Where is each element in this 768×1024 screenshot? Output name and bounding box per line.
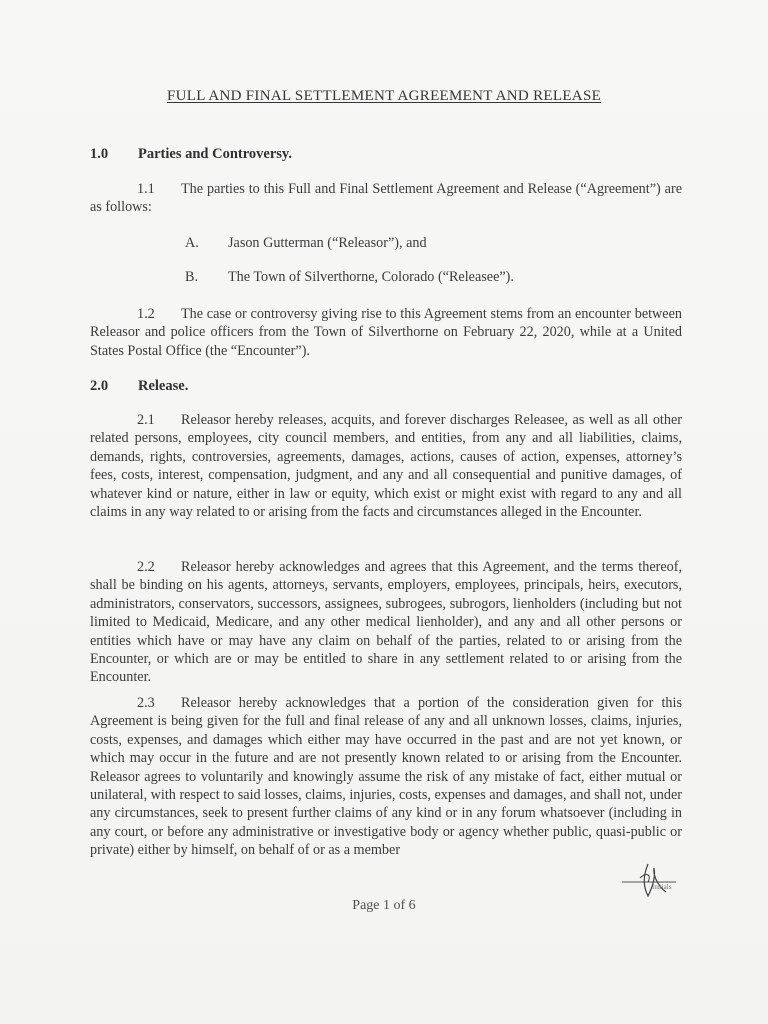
page-number: Page 1 of 6 [352, 898, 416, 913]
item-letter: B. [185, 269, 199, 285]
paragraph-text: Releasor hereby releases, acquits, and forever discharges Releasee, as well as all other related persons, employees, city council members, and entities, from any and all liabilities, claims, demands, rights, controversies, agreements, damages, actions, causes of action, expenses, attorney’s fees, costs, interest, compensation, judgment, and any and all consequential and punitive damages, of whatever kind or nature, either in law or equity, which exist or might exist with regard to any and all claims in any way related to or arising from the facts and circumstances alleged in the Encounter. [90, 412, 682, 521]
initials-signature-icon [618, 860, 688, 900]
item-text: Jason Gutterman (“Releasor”), and [228, 235, 427, 251]
paragraph-number: 1.1 [137, 181, 155, 197]
party-item-a [185, 235, 427, 252]
paragraph-2-2 [90, 558, 682, 687]
paragraph-number: 2.3 [137, 695, 155, 711]
paragraph-text: The case or controversy giving rise to this Agreement stems from an encounter between Releasor and police officers from the Town of Silverthorne on February 22, 2020, while at a United States Postal Office (the “Encounter”). [90, 306, 682, 359]
paragraph-number: 1.2 [137, 306, 155, 322]
paragraph-text: The parties to this Full and Final Settlement Agreement and Release (“Agreement”) are as follows: [90, 181, 682, 216]
item-text: The Town of Silverthorne, Colorado (“Releasee”). [228, 269, 514, 285]
section-number: 1.0 [90, 146, 109, 162]
item-letter: A. [185, 235, 199, 251]
document-title: FULL AND FINAL SETTLEMENT AGREEMENT AND RELEASE [166, 88, 602, 104]
party-item-b [185, 269, 514, 286]
paragraph-number: 2.1 [137, 412, 155, 428]
section-heading-2 [90, 378, 188, 395]
initials-caption: Initials [652, 883, 672, 891]
section-title: Release. [138, 378, 189, 394]
section-number: 2.0 [90, 378, 109, 394]
paragraph-2-1 [90, 411, 682, 521]
section-title: Parties and Controversy. [138, 146, 292, 162]
paragraph-1-1 [90, 180, 682, 217]
paragraph-text: Releasor hereby acknowledges and agrees that this Agreement, and the terms thereof, shall be binding on his agents, attorneys, servants, employers, employees, principals, heirs, executors, administrators, conservators, successors, assignees, subrogees, subrogors, lienholders (including but not limited to Medicaid, Medicare, and any other medical lienholder), and any and all other persons or entities which have or may have any claim on behalf of the parties, related to or arising from the Encounter, or which are or may be entitled to share in any settlement related to or arising from the Encounter. [90, 559, 682, 686]
paragraph-1-2 [90, 305, 682, 360]
section-heading-1 [90, 146, 292, 163]
paragraph-2-3 [90, 694, 682, 860]
paragraph-number: 2.2 [137, 559, 155, 575]
paragraph-text: Releasor hereby acknowledges that a portion of the consideration given for this Agreement is being given for the full and final release of any and all unknown losses, claims, injuries, costs, expenses, and damages which either may have occurred in the past and are not yet known, or which may occur in the future and are not presently known related to or arising from the Encounter. Releasor agrees to voluntarily and knowingly assume the risk of any mistake of fact, either mutual or unilateral, with respect to said losses, claims, injuries, costs, expenses and damages, and shall not, under any circumstances, seek to present further claims of any kind or in any forum whatsoever (including in any court, or before any administrative or investigative body or agency whether public, quasi-public or private) either by himself, on behalf of or as a member [90, 695, 682, 859]
